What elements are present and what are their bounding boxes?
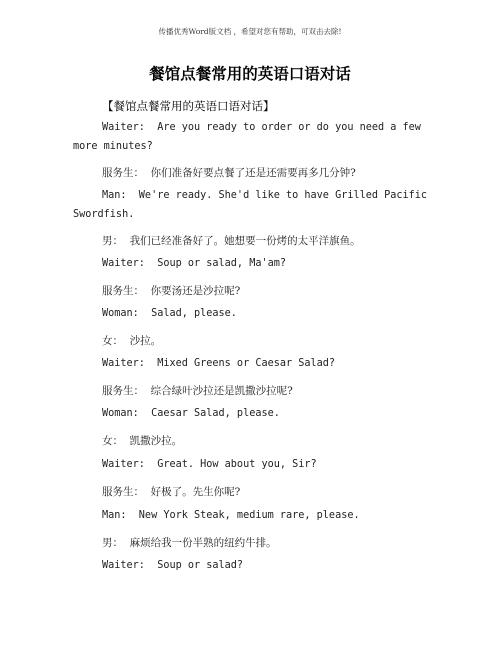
dialogue-line-waiter: Waiter: Are you ready to order or do you need a few	[102, 122, 421, 133]
dialogue-line-waiter: Waiter: Mixed Greens or Caesar Salad?	[102, 358, 336, 369]
dialogue-line-woman: Woman: Salad, please.	[102, 308, 237, 319]
dialogue-line-woman-zh: 女： 沙拉。	[102, 335, 162, 347]
dialogue-line-waiter-zh: 服务生： 你要汤还是沙拉呢?	[102, 285, 241, 297]
dialogue-line-man-zh: 男： 我们已经准备好了。她想要一份烤的太平洋旗鱼。	[102, 235, 361, 247]
dialogue-line-continuation: Swordfish.	[73, 209, 135, 220]
dialogue-line-woman: Woman: Caesar Salad, please.	[102, 408, 280, 419]
document-title: 餐馆点餐常用的英语口语对话	[149, 65, 351, 83]
dialogue-line-waiter: Waiter: Soup or salad?	[102, 560, 244, 571]
dialogue-line-waiter-zh: 服务生： 你们准备好要点餐了还是还需要再多几分钟?	[102, 167, 356, 179]
dialogue-line-man: Man: New York Steak, medium rare, please.	[102, 510, 360, 521]
dialogue-line-waiter-zh: 服务生： 综合绿叶沙拉还是凯撒沙拉呢?	[102, 385, 293, 397]
dialogue-line-waiter: Waiter: Great. How about you, Sir?	[102, 459, 317, 470]
dialogue-line-woman-zh: 女： 凯撒沙拉。	[102, 435, 183, 447]
dialogue-line-waiter: Waiter: Soup or salad, Ma'am?	[102, 258, 287, 269]
dialogue-line-continuation: more minutes?	[73, 141, 153, 152]
dialogue-line-waiter-zh: 服务生： 好极了。先生你呢?	[102, 486, 241, 498]
header-note: 传播优秀Word版文档 ，希望对您有帮助，可双击去除!	[158, 27, 342, 36]
section-heading: 【餐馆点餐常用的英语口语对话】	[102, 99, 275, 113]
dialogue-line-man-zh: 男： 麻烦给我一份半熟的纽约牛排。	[102, 537, 277, 549]
dialogue-line-man: Man: We're ready. She'd like to have Grilled Pacific	[102, 190, 428, 201]
